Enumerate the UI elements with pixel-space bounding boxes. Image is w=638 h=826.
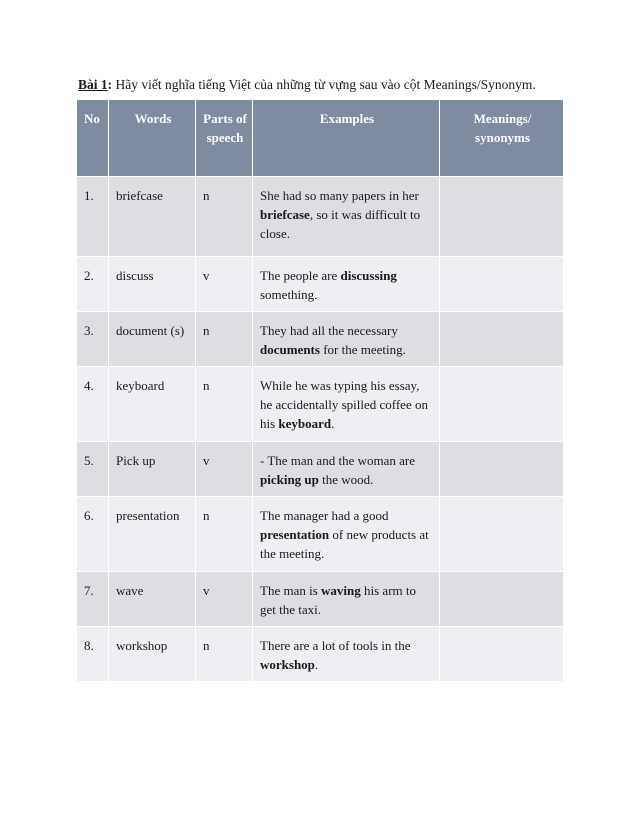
example-text: There are a lot of tools in the (260, 638, 411, 653)
example-text: , so it was difficult to close. (260, 207, 421, 241)
exercise-colon: : (107, 77, 113, 92)
table-row (77, 497, 564, 572)
cell-meaning-input[interactable] (440, 497, 564, 572)
instruction-text: Hãy viết nghĩa tiếng Việt của những từ vựng sau vào cột Meanings/Synonym. (112, 77, 536, 92)
example-text: The man is (260, 583, 322, 598)
vocabulary-table (76, 99, 564, 682)
example-text: . (314, 657, 319, 672)
example-text: something. (260, 287, 318, 302)
example-text: The manager had a good (260, 508, 389, 523)
example-text: The people are (260, 268, 341, 283)
header-no: No (77, 100, 109, 177)
cell-no: 3. (77, 312, 109, 367)
example-keyword: workshop (260, 657, 315, 672)
cell-example (253, 497, 440, 572)
example-text: She had so many papers in her (260, 188, 419, 203)
cell-no: 6. (77, 497, 109, 572)
cell-meaning-input[interactable] (440, 367, 564, 442)
cell-pos: v (196, 572, 253, 627)
table-row (77, 442, 564, 497)
example-keyword: documents (260, 342, 320, 357)
cell-no: 4. (77, 367, 109, 442)
cell-pos: v (196, 442, 253, 497)
cell-example (253, 177, 440, 257)
cell-example (253, 572, 440, 627)
example-text: for the meeting. (319, 342, 406, 357)
example-keyword: keyboard (278, 416, 332, 431)
table-header-row (77, 100, 564, 177)
example-keyword: waving (321, 583, 361, 598)
cell-no: 8. (77, 627, 109, 682)
cell-no: 2. (77, 257, 109, 312)
cell-word: workshop (109, 627, 196, 682)
header-parts-of-speech: Parts of speech (196, 100, 253, 177)
example-text: of new products at the meeting. (260, 527, 429, 561)
cell-pos: v (196, 257, 253, 312)
example-keyword: discussing (340, 268, 397, 283)
table-row (77, 177, 564, 257)
cell-word: Pick up (109, 442, 196, 497)
cell-word: wave (109, 572, 196, 627)
cell-word: keyboard (109, 367, 196, 442)
cell-no: 5. (77, 442, 109, 497)
cell-meaning-input[interactable] (440, 257, 564, 312)
cell-meaning-input[interactable] (440, 627, 564, 682)
cell-meaning-input[interactable] (440, 572, 564, 627)
cell-no: 1. (77, 177, 109, 257)
header-meanings: Meanings/ synonyms (440, 100, 564, 177)
cell-meaning-input[interactable] (440, 442, 564, 497)
example-keyword: presentation (260, 527, 330, 542)
cell-example (253, 367, 440, 442)
cell-word: presentation (109, 497, 196, 572)
cell-example (253, 312, 440, 367)
cell-pos: n (196, 627, 253, 682)
header-words: Words (109, 100, 196, 177)
cell-pos: n (196, 177, 253, 257)
example-text: the wood. (318, 472, 374, 487)
cell-example (253, 627, 440, 682)
cell-pos: n (196, 367, 253, 442)
example-text: his arm to get the taxi. (260, 583, 416, 617)
table-row (77, 257, 564, 312)
cell-word: discuss (109, 257, 196, 312)
exercise-label: Bài 1 (78, 77, 108, 92)
example-text: - The man and the woman are (260, 453, 415, 468)
table-row (77, 312, 564, 367)
example-text: . (331, 416, 335, 431)
cell-pos: n (196, 312, 253, 367)
cell-example (253, 257, 440, 312)
cell-word: briefcase (109, 177, 196, 257)
example-text: While he was typing his essay, he accidentally spilled coffee on his (260, 378, 428, 431)
table-row (77, 627, 564, 682)
example-text: They had all the necessary (260, 323, 398, 338)
example-keyword: picking up (260, 472, 319, 487)
cell-word: document (s) (109, 312, 196, 367)
cell-meaning-input[interactable] (440, 312, 564, 367)
cell-pos: n (196, 497, 253, 572)
cell-no: 7. (77, 572, 109, 627)
cell-example (253, 442, 440, 497)
table-row (77, 572, 564, 627)
example-keyword: briefcase (260, 207, 310, 222)
table-row (77, 367, 564, 442)
instruction (78, 76, 598, 94)
header-examples: Examples (253, 100, 440, 177)
cell-meaning-input[interactable] (440, 177, 564, 257)
